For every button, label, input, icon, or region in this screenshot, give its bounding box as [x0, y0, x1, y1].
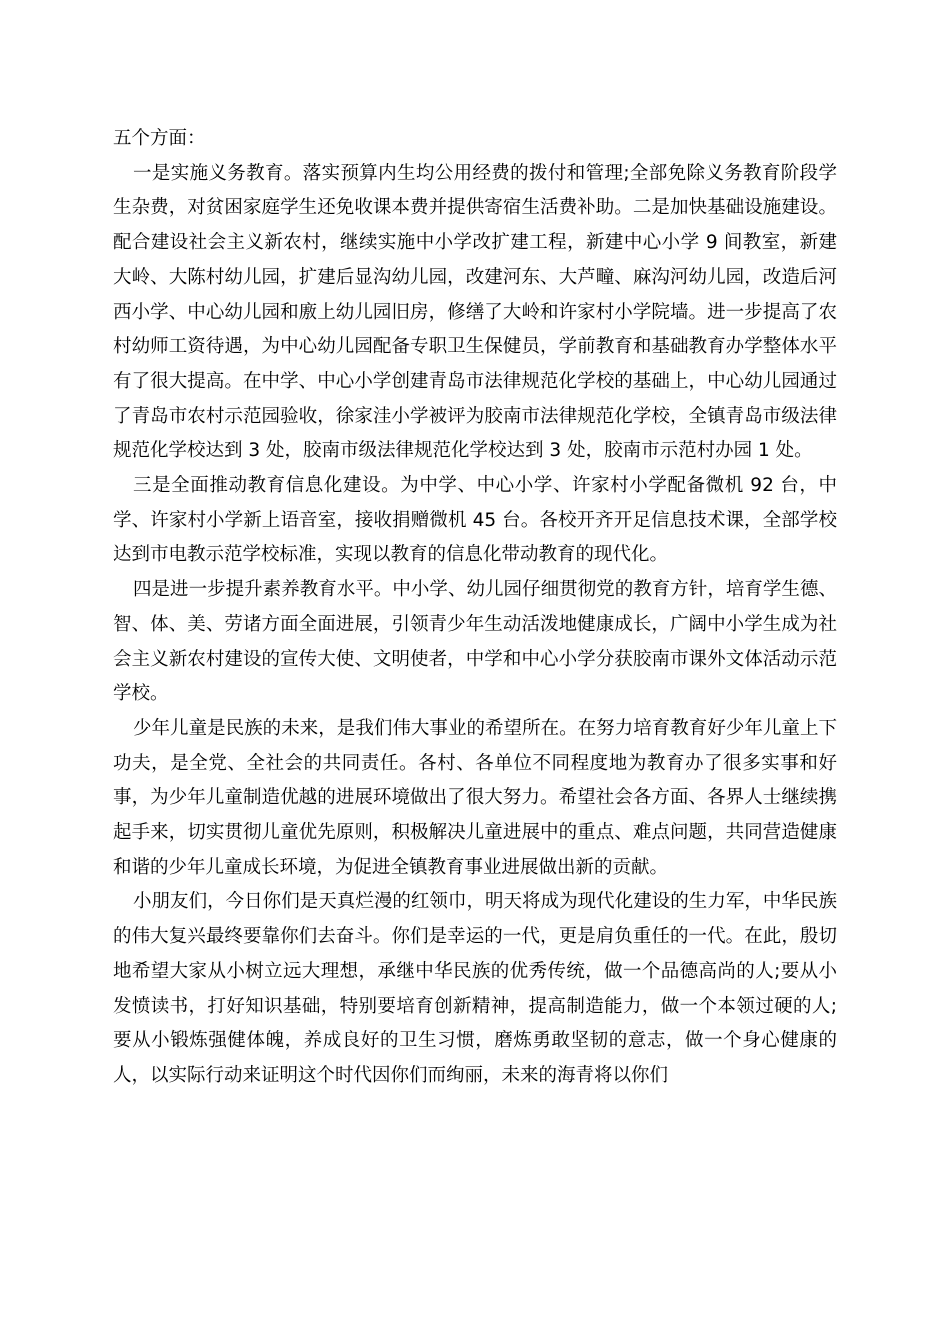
- paragraph-message-to-children: 小朋友们，今日你们是天真烂漫的红领巾，明天将成为现代化建设的生力军，中华民族的伟大复兴最终要靠你们去奋斗。你们是幸运的一代，更是肩负重任的一代。在此，殷切地希望大家从小树立远大理想，承继中华民族的优秀传统，做一个品德高尚的人;要从小发愤读书，打好知识基础，特别要培育创新精神，提高制造能力，做一个本领过硬的人;要从小锻炼强健体魄，养成良好的卫生习惯，磨炼勇敢坚韧的意志，做一个身心健康的人，以实际行动来证明这个时代因你们而绚丽，未来的海青将以你们: [113, 891, 837, 1086]
- paragraph-intro: 五个方面：: [113, 128, 206, 149]
- paragraph-quality-education: 四是进一步提升素养教育水平。中小学、幼儿园仔细贯彻党的教育方针，培育学生德、智、体、美、劳诸方面全面进展，引领青少年生动活泼地健康成长，广阔中小学生成为社会主义新农村建设的宣传大使、文明使者，中学和中心小学分获胶南市课外文体活动示范学校。: [113, 579, 837, 705]
- paragraph-compulsory-education: 一是实施义务教育。落实预算内生均公用经费的拨付和管理;全部免除义务教育阶段学生杂费，对贫困家庭学生还免收课本费并提供寄宿生活费补助。二是加快基础设施建设。配合建设社会主义新农村，继续实施中小学改扩建工程，新建中心小学 9 间教室，新建大岭、大陈村幼儿园，扩建后显沟幼儿园，改建河东、大芦疃、麻沟河幼儿园，改造后河西小学、中心幼儿园和廒上幼儿园旧房，修缮了大岭和许家村小学院墙。进一步提高了农村幼师工资待遇，为中心幼儿园配备专职卫生保健员，学前教育和基础教育办学整体水平有了很大提高。在中学、中心小学创建青岛市法律规范化学校的基础上，中心幼儿园通过了青岛市农村示范园验收，徐家洼小学被评为胶南市法律规范化学校，全镇青岛市级法律规范化学校达到 3 处，胶南市级法律规范化学校达到 3 处，胶南市示范村办园 1 处。: [113, 162, 837, 462]
- paragraph-children-future: 少年儿童是民族的未来，是我们伟大事业的希望所在。在努力培育教育好少年儿童上下功夫，是全党、全社会的共同责任。各村、各单位不同程度地为教育办了很多实事和好事，为少年儿童制造优越的进展环境做出了很大努力。希望社会各方面、各界人士继续携起手来，切实贯彻儿童优先原则，积极解决儿童进展中的重点、难点问题，共同营造健康和谐的少年儿童成长环境，为促进全镇教育事业进展做出新的贡献。: [113, 717, 837, 878]
- paragraph-informatization: 三是全面推动教育信息化建设。为中学、中心小学、许家村小学配备微机 92 台，中学、许家村小学新上语音室，接收捐赠微机 45 台。各校开齐开足信息技术课，全部学校达到市电教示范学校标准，实现以教育的信息化带动教育的现代化。: [113, 475, 837, 566]
- document-body: [113, 122, 837, 1094]
